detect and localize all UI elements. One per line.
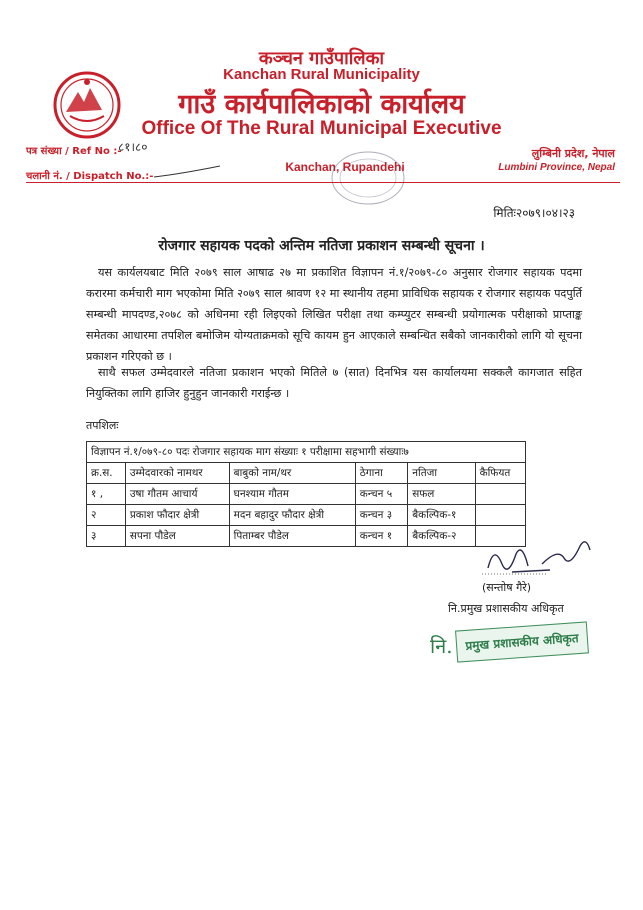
table-cell: मदन बहादुर फौदार क्षेत्री: [229, 505, 355, 526]
table-cell: सपना पौडेल: [125, 526, 229, 547]
table-row: [87, 526, 526, 547]
table-cell: [475, 484, 525, 505]
header-cell: उम्मेदवारको नामथर: [125, 463, 229, 484]
header-cell: बाबुको नाम/थर: [229, 463, 355, 484]
table-cell: [475, 505, 525, 526]
table-cell: १ ,: [87, 484, 126, 505]
signatory-title: नि.प्रमुख प्रशासकीय अधिकृत: [448, 602, 564, 615]
letter-paragraph-2: साथै सफल उम्मेदवारले नतिजा प्रकाशन भएको मितिले ७ (सात) दिनभित्र यस कार्यालयमा सक्कलै कागजात सहित नियुक्तिका लागि हाजिर हुनुहुन जानकारी गराईन्छ ।: [86, 366, 582, 400]
table-cell: २: [87, 505, 126, 526]
designation-seal: प्रमुख प्रशासकीय अधिकृत: [455, 621, 589, 662]
table-cell: सफल: [408, 484, 475, 505]
table-row: [87, 505, 526, 526]
results-table: [86, 441, 526, 547]
header-cell: क्र.स.: [87, 463, 126, 484]
letter-paragraph-1: यस कार्यलयबाट मिति २०७९ साल आषाढ २७ मा प्रकाशित विज्ञापन नं.१/२०७९-८० अनुसार रोजगार सहायक पदमा करारमा कर्मचारी माग भएकोमा मिति २०७९ साल श्रावण १२ मा स्थानीय तहमा प्राविधिक सहायक र रोजगार सहायक पदपुर्ति सम्बन्धी मापदण्ड,२०७८ को अधिनमा रही लिइएको लिखित परीक्षा तथा कम्प्युटर सम्बन्धी प्रयोगात्मक परीक्षाको प्राप्ताङ्क समेतका आधारमा तपशिल बमोजिम योग्यताक्रमको सूचि कायम हुन आएकाले सम्बन्धित सबैको जानकारीको लागि यो सूचना प्रकाशन गरिएको छ ।: [86, 266, 582, 363]
table-cell: ३: [87, 526, 126, 547]
dispatch-number-label: चलानी नं. / Dispatch No.:-: [26, 171, 154, 182]
results-table-caption: विज्ञापन नं.१/०७९-८० पदः रोजगार सहायक माग संख्याः १ परीक्षामा सहभागी संख्याः७: [87, 442, 526, 463]
dispatch-handwritten-mark: [150, 164, 230, 180]
table-cell: घनश्याम गौतम: [229, 484, 355, 505]
header-cell: कैफियत: [475, 463, 525, 484]
letter-date: मितिः२०७९।०४।२३: [493, 206, 575, 220]
office-name-np: गाउँ कार्यपालिकाको कार्यालय: [178, 89, 465, 120]
office-name-en: Office Of The Rural Municipal Executive: [141, 118, 502, 139]
office-address: Kanchan, Rupandehi: [285, 160, 405, 174]
table-cell: कन्चन ३: [355, 505, 407, 526]
office-stamp-icon: [328, 148, 408, 208]
province-en: Lumbini Province, Nepal: [498, 162, 615, 173]
table-cell: बैकल्पिक-१: [408, 505, 475, 526]
header-cell: नतिजा: [408, 463, 475, 484]
header-divider: [26, 182, 620, 183]
province-np: लुम्बिनी प्रदेश, नेपाल: [531, 147, 615, 160]
table-cell: कन्चन १: [355, 526, 407, 547]
table-cell: बैकल्पिक-२: [408, 526, 475, 547]
signatory-name: (सन्तोष गैरे): [482, 581, 532, 594]
table-cell: प्रकाश फौदार क्षेत्री: [125, 505, 229, 526]
handwritten-signature: [478, 524, 598, 584]
table-cell: कन्चन ५: [355, 484, 407, 505]
results-table-header-row: [87, 463, 526, 484]
ref-number-value: ८१।८०: [118, 140, 148, 154]
table-row: [87, 484, 526, 505]
header-cell: ठेगाना: [355, 463, 407, 484]
ref-number-label: पत्र संख्या / Ref No :-: [26, 146, 122, 157]
municipality-name-np: कञ्चन गाउँपालिका: [258, 48, 385, 69]
table-cell: पिताम्बर पौडेल: [229, 526, 355, 547]
seal-prefix: नि.: [430, 634, 453, 658]
letter-subject: रोजगार सहायक पदको अन्तिम नतिजा प्रकाशन सम्बन्धी सूचना ।: [158, 238, 485, 254]
details-label: तपशिलः: [86, 419, 119, 432]
municipality-name-en: Kanchan Rural Municipality: [223, 66, 420, 83]
table-cell: उषा गौतम आचार्य: [125, 484, 229, 505]
